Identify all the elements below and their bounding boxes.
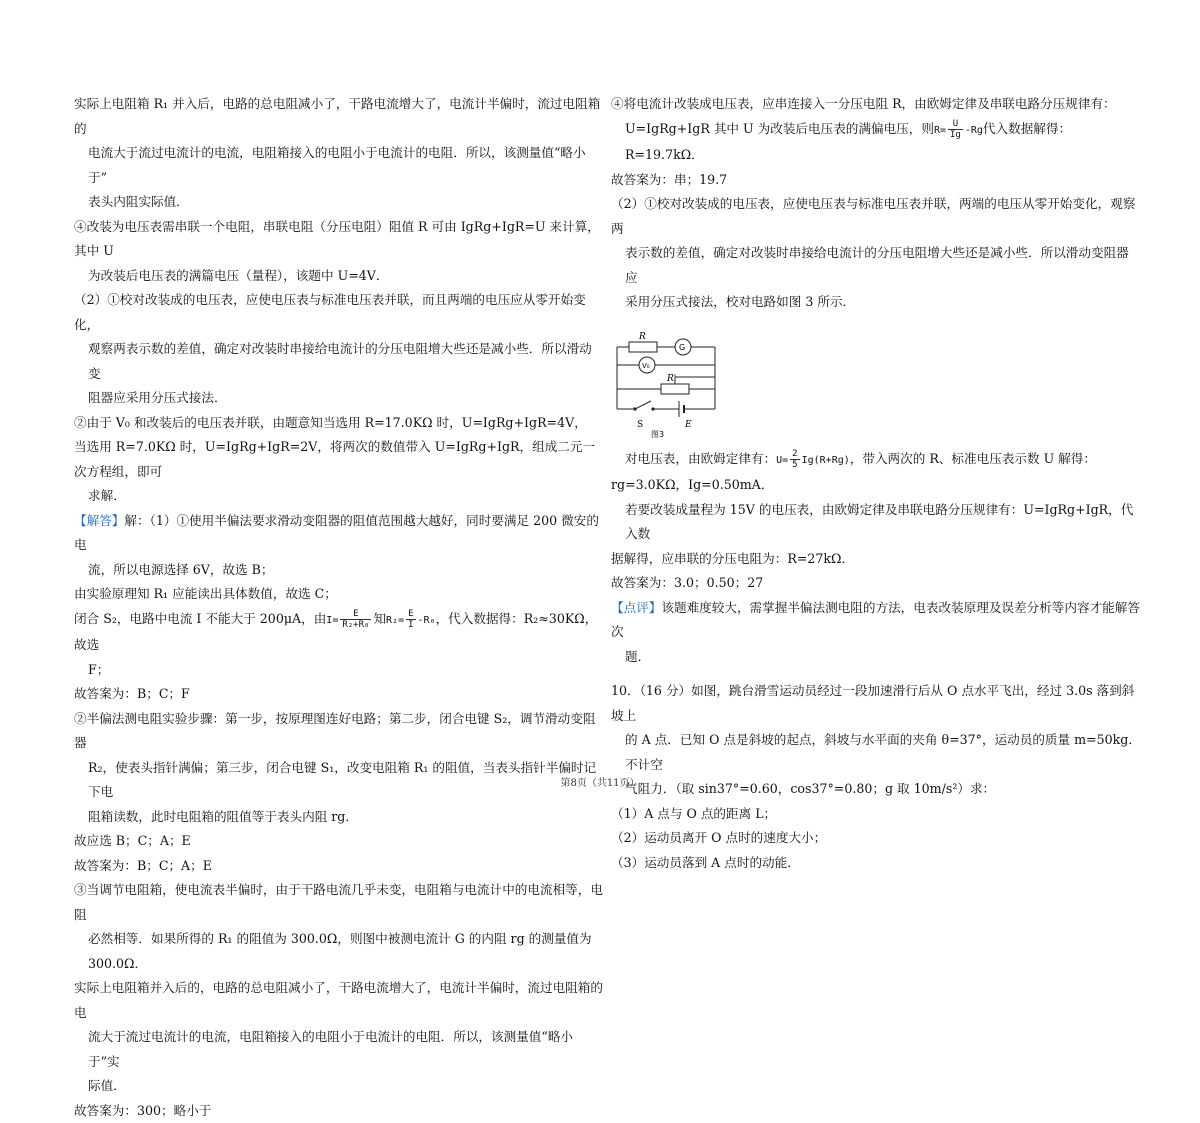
text-span: U=IgRg+IgR 其中 U 为改装后电压表的满偏电压，则 bbox=[625, 121, 934, 136]
text-span: 知 bbox=[373, 611, 386, 626]
fraction-numerator: 2 bbox=[790, 449, 799, 460]
text-line: 故答案为：B；C；A；E bbox=[74, 854, 604, 879]
text-line: ④将电流计改装成电压表，应串连接入一分压电阻 R，由欧姆定律及串联电路分压规律有： bbox=[611, 92, 1141, 117]
text-line: 流大于流过电流计的电流，电阻箱接入的电阻小于电流计的电阻．所以，该测量值“略小于”实 bbox=[74, 1025, 604, 1074]
comment-line bbox=[611, 596, 1141, 645]
text-line: 表示数的差值，确定对改装时串接给电流计的分压电阻增大些还是减小些．所以滑动变阻器应 bbox=[611, 241, 1141, 290]
fraction bbox=[340, 609, 371, 630]
text-line: 若要改装成量程为 15V 的电压表，由欧姆定律及串联电路分压规律有：U=IgRg+IgR，代入数 bbox=[611, 498, 1141, 547]
text-line: 题． bbox=[611, 645, 1141, 670]
right-column bbox=[611, 92, 1141, 875]
text-line: F； bbox=[74, 658, 604, 683]
fraction bbox=[790, 449, 799, 470]
fraction-denominator: 5 bbox=[790, 460, 799, 470]
circuit-figure bbox=[611, 329, 721, 439]
label-s: S bbox=[637, 420, 643, 430]
text-line: 观察两表示数的差值，确定对改装时串接给电流计的分压电阻增大些还是减小些．所以滑动变 bbox=[74, 337, 604, 386]
text-line: 采用分压式接法，校对电路如图 3 所示． bbox=[611, 290, 1141, 315]
text-line: 由实验原理知 R₁ 应能读出具体数值，故选 C； bbox=[74, 582, 604, 607]
fraction-denominator: Ig bbox=[948, 130, 963, 140]
text-span: ，带入两次的 R、标准电压表示数 U 解得： bbox=[850, 451, 1096, 466]
figure-caption: 图3 bbox=[651, 430, 664, 439]
text-span: 闭合 S₂，电路中电流 I 不能大于 200μA，由 bbox=[74, 611, 326, 626]
text-line: R₂，使表头指针满偏；第三步，闭合电键 S₁，改变电阻箱 R₁ 的阻值，当表头指针半偏时记下电 bbox=[74, 756, 604, 805]
label-v: V₀ bbox=[642, 362, 650, 370]
text-line: 的 A 点．已知 O 点是斜坡的起点，斜坡与水平面的夹角 θ=37°，运动员的质量 m=50kg．不计空 bbox=[611, 728, 1141, 777]
resistor-r-shape bbox=[629, 342, 657, 352]
text-line: （2）①校对改装成的电压表，应使电压表与标准电压表并联，两端的电压从零开始变化，观察两 bbox=[611, 192, 1141, 241]
fraction-numerator: E bbox=[406, 609, 415, 620]
answer-line bbox=[74, 509, 604, 558]
text-span: 解：（1）①使用半偏法要求滑动变阻器的阻值范围越大越好，同时要满足 200 微安的电 bbox=[74, 513, 599, 553]
text-line: 实际上电阻箱并入后的，电路的总电阻减小了，干路电流增大了，电流计半偏时，流过电阻箱的电 bbox=[74, 976, 604, 1025]
formula-line bbox=[74, 607, 604, 658]
text-line: ④改装为电压表需串联一个电阻，串联电阻（分压电阻）阻值 R 可由 IgRg+IgR=U 来计算，其中 U bbox=[74, 215, 604, 264]
circuit-diagram bbox=[611, 329, 721, 439]
fraction bbox=[406, 609, 415, 630]
text-line: rg=3.0KΩ，Ig=0.50mA． bbox=[611, 473, 1141, 498]
comment-tag: 【点评】 bbox=[611, 600, 661, 615]
formula-prefix: R= bbox=[934, 125, 946, 136]
formula-line bbox=[611, 447, 1141, 474]
text-line: 流，所以电源选择 6V，故选 B； bbox=[74, 558, 604, 583]
page-footer: 第8页（共11页） bbox=[0, 774, 1200, 789]
text-span: 代入数据解得：R=19.7kΩ． bbox=[625, 121, 1071, 163]
text-line: 故应选 B；C；A；E bbox=[74, 829, 604, 854]
text-line: （2）①校对改装成的电压表，应使电压表与标准电压表并联，而且两端的电压应从零开始变化， bbox=[74, 288, 604, 337]
text-span: 该题难度较大，需掌握半偏法测电阻的方法，电表改装原理及误差分析等内容才能解答次 bbox=[611, 600, 1140, 640]
label-e: E bbox=[684, 420, 692, 430]
formula-prefix: U= bbox=[776, 455, 788, 466]
switch-shape bbox=[635, 401, 651, 409]
formula-suffix: Ig(R+Rg) bbox=[802, 455, 850, 466]
fraction bbox=[948, 119, 963, 140]
fraction-denominator: R₂+R₀ bbox=[340, 620, 371, 630]
formula-suffix: -Rg bbox=[965, 125, 983, 136]
text-line: （1）A 点与 O 点的距离 L； bbox=[611, 802, 1141, 827]
text-line: 据解得，应串联的分压电阻为：R=27kΩ． bbox=[611, 547, 1141, 572]
left-column bbox=[74, 92, 604, 1123]
text-line: 际值． bbox=[74, 1074, 604, 1099]
text-line: 故答案为：3.0；0.50；27 bbox=[611, 571, 1141, 596]
text-line: （3）运动员落到 A 点时的动能． bbox=[611, 851, 1141, 876]
text-line: ②半偏法测电阻实验步骤：第一步，按原理图连好电路；第二步，闭合电键 S₂，调节滑动变阻器 bbox=[74, 707, 604, 756]
label-rp: R' bbox=[666, 374, 676, 384]
formula-prefix: I= bbox=[326, 615, 338, 626]
formula-prefix: R₂= bbox=[386, 615, 404, 626]
text-line: 电流大于流过电流计的电流，电阻箱接入的电阻小于电流计的电阻．所以，该测量值“略小于” bbox=[74, 141, 604, 190]
text-line: 表头内阻实际值． bbox=[74, 190, 604, 215]
text-line: 气阻力．（取 sin37°=0.60，cos37°=0.80；g 取 10m/s²）求： bbox=[611, 777, 1141, 802]
text-line: 故答案为：串；19.7 bbox=[611, 168, 1141, 193]
label-g: G bbox=[679, 343, 685, 352]
question-line: 10．（16 分）如图，跳台滑雪运动员经过一段加速滑行后从 O 点水平飞出，经过 3.0s 落到斜坡上 bbox=[611, 679, 1141, 728]
answer-tag: 【解答】 bbox=[74, 513, 124, 528]
fraction-numerator: E bbox=[340, 609, 371, 620]
text-line: ②由于 V₀ 和改装后的电压表并联，由题意知当选用 R=17.0KΩ 时，U=IgRg+IgR=4V， bbox=[74, 411, 604, 436]
text-line: 为改装后电压表的满篇电压（量程），该题中 U=4V． bbox=[74, 264, 604, 289]
text-line: 求解． bbox=[74, 484, 604, 509]
text-line: 当选用 R=7.0KΩ 时，U=IgRg+IgR=2V，将两次的数值带入 U=IgRg+IgR，组成二元一次方程组，即可 bbox=[74, 435, 604, 484]
text-line: 故答案为：B；C；F bbox=[74, 682, 604, 707]
text-line: 阻器应采用分压式接法． bbox=[74, 386, 604, 411]
text-line: 故答案为：300；略小于 bbox=[74, 1099, 604, 1123]
text-line: 实际上电阻箱 R₁ 并入后，电路的总电阻减小了，干路电流增大了，电流计半偏时，流过电阻箱的 bbox=[74, 92, 604, 141]
formula-suffix: -R₀ bbox=[418, 615, 436, 626]
formula-line bbox=[611, 117, 1141, 168]
rheostat-shape bbox=[661, 384, 689, 394]
fraction-denominator: I bbox=[406, 620, 415, 630]
text-line: ③当调节电阻箱，使电流表半偏时，由于干路电流几乎未变，电阻箱与电流计中的电流相等，电阻 bbox=[74, 878, 604, 927]
text-line: （2）运动员离开 O 点时的速度大小； bbox=[611, 826, 1141, 851]
fraction-numerator: U bbox=[948, 119, 963, 130]
label-r: R bbox=[638, 332, 646, 342]
text-line: 阻箱读数，此时电阻箱的阻值等于表头内阻 rg． bbox=[74, 805, 604, 830]
text-line: 必然相等．如果所得的 R₁ 的阻值为 300.0Ω，则图中被测电流计 G 的内阻 rg 的测量值为 300.0Ω． bbox=[74, 927, 604, 976]
text-span: 对电压表，由欧姆定律有： bbox=[625, 451, 776, 466]
text-span: ，代入数据得：R₂≈30KΩ，故选 bbox=[74, 611, 597, 653]
